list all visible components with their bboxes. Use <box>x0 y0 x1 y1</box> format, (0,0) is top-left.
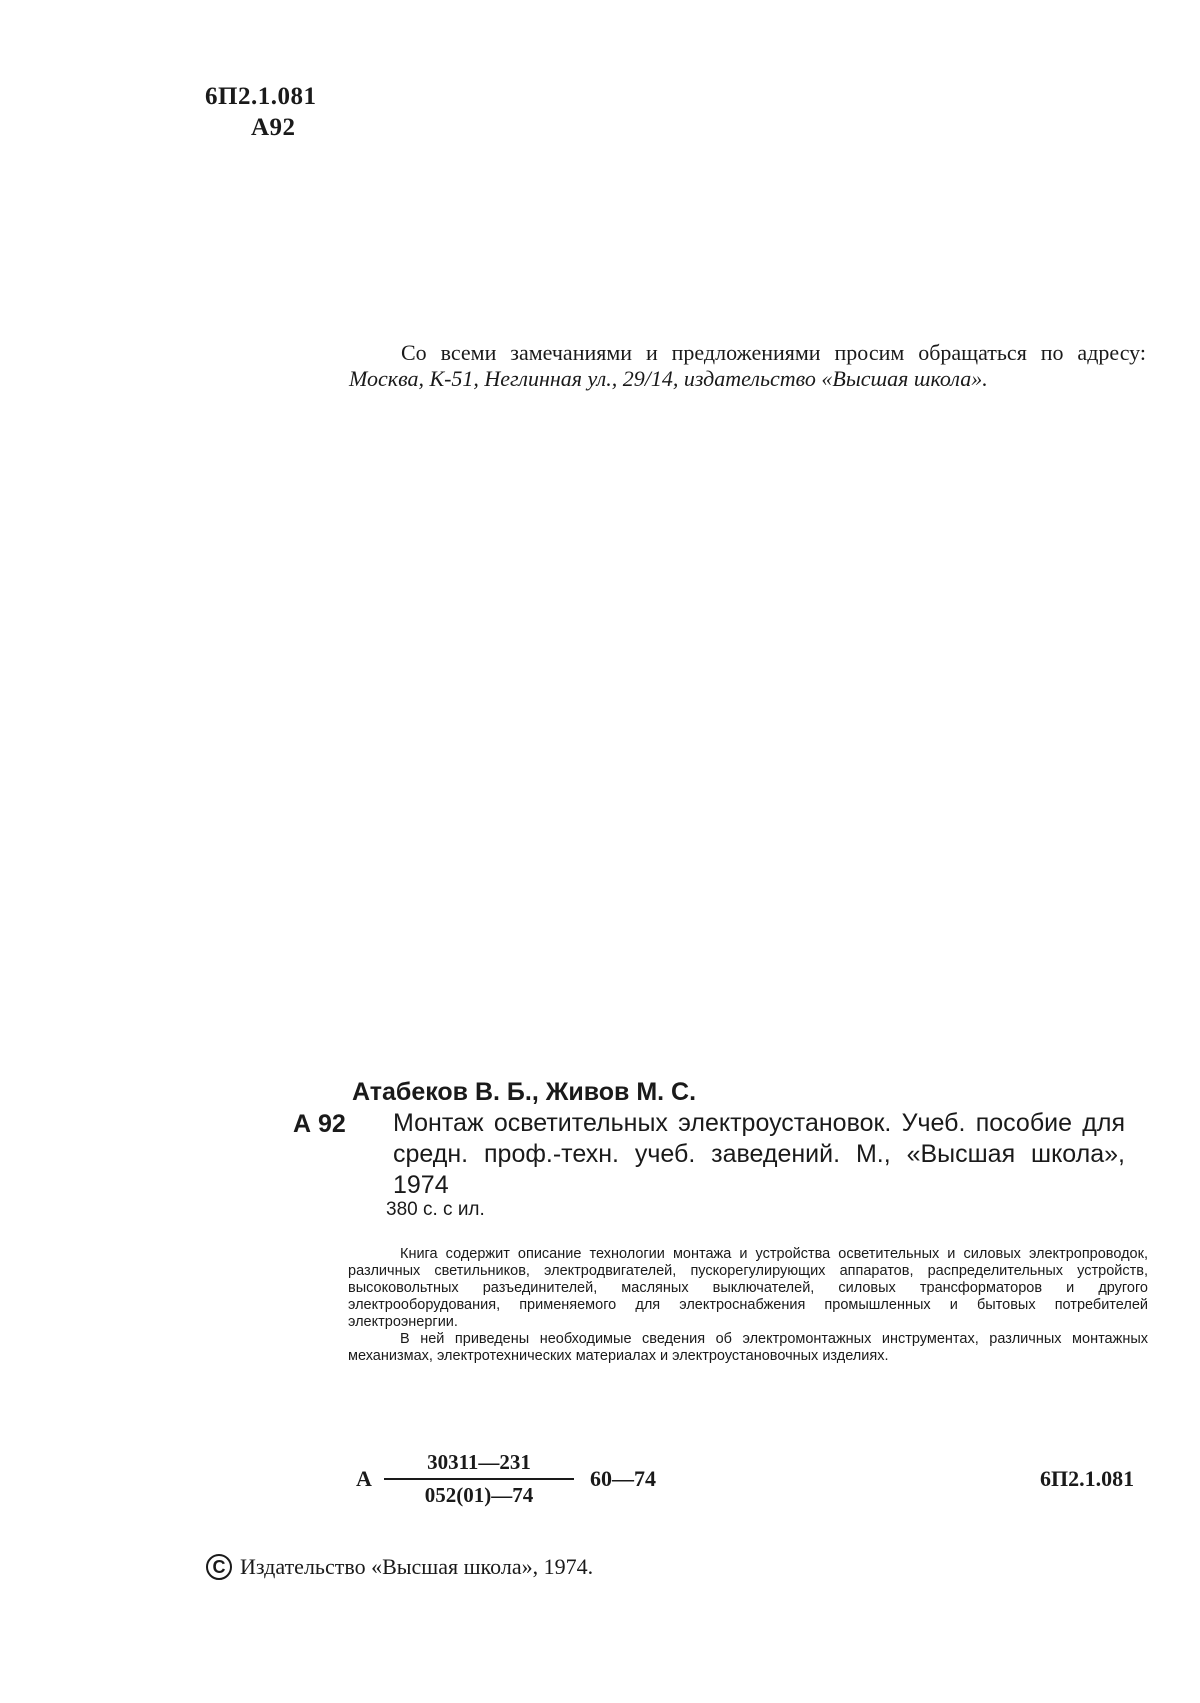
classification-code-bottom: 6П2.1.081 <box>1040 1466 1135 1491</box>
index-denominator: 052(01)—74 <box>424 1483 534 1507</box>
contact-address: Москва, К-51, Неглинная ул., 29/14, издательство «Высшая школа». <box>349 366 988 391</box>
contact-lead: Со всеми замечаниями и предложениями просим обращаться по адресу: <box>401 340 1146 365</box>
classification-code: 6П2.1.081 <box>205 83 317 110</box>
annotation-paragraph: В ней приведены необходимые сведения об электромонтажных инструментах, различных монтажных механизмах, электротехнических материалах и электроустановочных изделиях. <box>348 1331 1148 1364</box>
copyright-icon: C <box>206 1554 232 1580</box>
page-count: 380 с. с ил. <box>386 1199 485 1220</box>
author-mark: А92 <box>251 114 296 141</box>
copyright-text: Издательство «Высшая школа», 1974. <box>240 1554 594 1579</box>
contact-note <box>349 340 1146 392</box>
annotation <box>348 1246 1148 1365</box>
bibliographic-code: А 92 <box>293 1110 346 1138</box>
index-numerator: 30311—231 <box>427 1450 531 1474</box>
bibliographic-description: Монтаж осветительных электроустановок. Учеб. пособие для средн. проф.-техн. учеб. заведений. М., «Высшая школа», 1974 <box>393 1109 1125 1199</box>
index-letter: А <box>356 1466 372 1491</box>
annotation-paragraph: Книга содержит описание технологии монтажа и устройства осветительных и силовых электропроводок, различных светильников, электродвигателей, пускорегулирующих аппаратов, распределительных устройств, высоковольтных разъединителей, масляных выключателей, силовых трансформаторов и другого электрооборудования, применяемого для электроснабжения промышленных и бытовых потребителей электроэнергии. <box>348 1246 1148 1330</box>
index-fraction <box>384 1450 574 1508</box>
copyright-line <box>206 1554 593 1580</box>
authors: Атабеков В. Б., Живов М. С. <box>352 1078 697 1106</box>
order-number: 60—74 <box>590 1466 656 1491</box>
